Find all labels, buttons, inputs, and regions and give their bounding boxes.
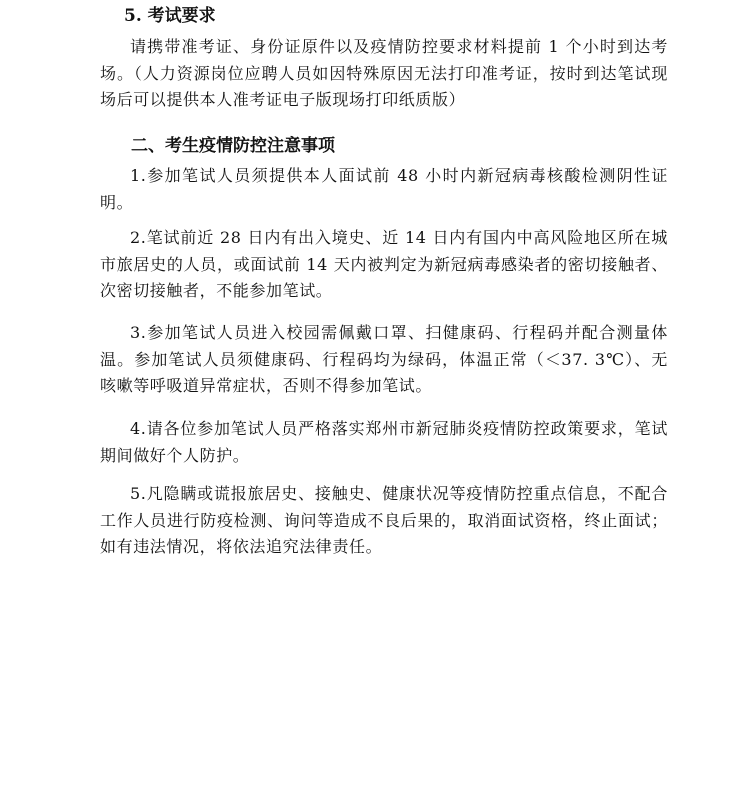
section-heading-exam-requirements: 5. 考试要求	[124, 6, 216, 26]
exam-requirements-paragraph: 请携带准考证、身份证原件以及疫情防控要求材料提前 1 个小时到达考场。（人力资源岗位应聘人员如因特殊原因无法打印准考证，按时到达笔试现场后可以提供本人准考证电子版现场打印纸质版）	[100, 37, 668, 110]
list-item: 5.凡隐瞒或谎报旅居史、接触史、健康状况等疫情防控重点信息，不配合工作人员进行防疫检测、询问等造成不良后果的，取消面试资格，终止面试；如有违法情况，将依法追究法律责任。	[100, 484, 668, 557]
section-heading-epidemic-prevention: 二、考生疫情防控注意事项	[131, 136, 335, 156]
list-item: 4.请各位参加笔试人员严格落实郑州市新冠肺炎疫情防控政策要求，笔试期间做好个人防护。	[100, 419, 668, 465]
list-item: 3.参加笔试人员进入校园需佩戴口罩、扫健康码、行程码并配合测量体温。参加笔试人员须健康码、行程码均为绿码，体温正常（＜37. 3℃）、无咳嗽等呼吸道异常症状，否则不得参加笔试。	[100, 323, 668, 396]
list-item: 2.笔试前近 28 日内有出入境史、近 14 日内有国内中高风险地区所在城市旅居史的人员，或面试前 14 天内被判定为新冠病毒感染者的密切接触者、次密切接触者，不能参加笔试。	[100, 228, 668, 301]
list-item: 1.参加笔试人员须提供本人面试前 48 小时内新冠病毒核酸检测阴性证明。	[100, 166, 668, 212]
